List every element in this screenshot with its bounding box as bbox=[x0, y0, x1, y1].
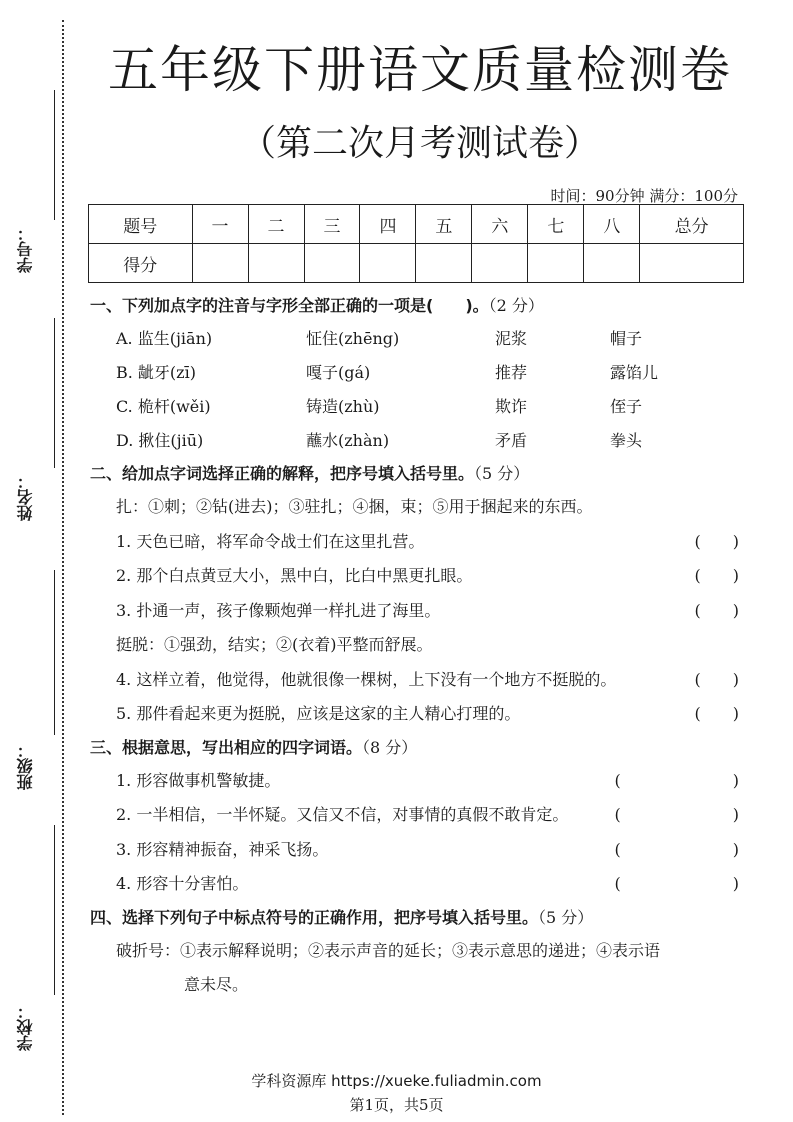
q3-item bbox=[90, 833, 745, 868]
score-input-cell[interactable] bbox=[640, 244, 744, 283]
option-word: 矛盾 bbox=[495, 431, 528, 450]
exam-subtitle: （第二次月考测试卷） bbox=[239, 123, 600, 164]
score-input-cell[interactable] bbox=[248, 244, 304, 283]
student-id-label: 学号： bbox=[16, 225, 35, 273]
score-header-cell: 二 bbox=[248, 205, 304, 244]
score-input-cell[interactable] bbox=[304, 244, 360, 283]
q4-description-line: 破折号：①表示解释说明；②表示声音的延长；③表示意思的递进；④表示语 bbox=[116, 940, 661, 960]
score-row-label: 得分 bbox=[89, 244, 193, 283]
time-and-score-info: 时间：90分钟 满分：100分 bbox=[550, 187, 738, 205]
q2-title-text: 二、给加点字词选择正确的解释，把序号填入括号里。 bbox=[90, 464, 475, 483]
q2-item bbox=[90, 594, 745, 629]
q1-option-a[interactable] bbox=[90, 322, 745, 356]
name-blank[interactable] bbox=[54, 318, 55, 468]
score-header-cell: 五 bbox=[416, 205, 472, 244]
option-word: A. 监生(jiān) bbox=[116, 329, 213, 348]
option-word: 欺诈 bbox=[495, 397, 528, 416]
option-word: B. 龇牙(zī) bbox=[116, 363, 196, 382]
score-table bbox=[88, 204, 744, 283]
answer-blank[interactable]: ( ) bbox=[694, 704, 739, 723]
q2-points: （5 分） bbox=[474, 464, 530, 483]
q2-item bbox=[90, 525, 745, 560]
q3-item-text: 2. 一半相信，一半怀疑。又信又不信，对事情的真假不敢肯定。 bbox=[116, 805, 569, 824]
side-field-name bbox=[14, 318, 54, 528]
score-input-cell[interactable] bbox=[472, 244, 528, 283]
q3-item bbox=[90, 867, 745, 902]
answer-blank[interactable]: ( ) bbox=[614, 839, 739, 859]
q3-item bbox=[90, 798, 745, 833]
option-word: 蘸水(zhàn) bbox=[306, 431, 390, 450]
q2-title bbox=[90, 458, 745, 490]
q1-option-b[interactable] bbox=[90, 356, 745, 390]
q1-option-c[interactable] bbox=[90, 390, 745, 424]
score-input-cell[interactable] bbox=[416, 244, 472, 283]
class-label: 班级： bbox=[16, 742, 35, 790]
q4-points: （5 分） bbox=[538, 907, 594, 927]
binding-dotted-line bbox=[62, 20, 64, 1115]
q2-definition-zha: 扎：①刺；②钻(进去)；③驻扎；④捆，束；⑤用于捆起来的东西。 bbox=[116, 497, 593, 516]
name-label: 姓名： bbox=[16, 473, 35, 521]
score-input-cell[interactable] bbox=[360, 244, 416, 283]
q3-item bbox=[90, 764, 745, 799]
option-word: 拳头 bbox=[610, 431, 643, 450]
score-table-header-row bbox=[89, 205, 744, 244]
answer-blank[interactable]: ( ) bbox=[694, 566, 739, 585]
q2-definition-tingtuo: 挺脱：①强劲，结实；②(衣着)平整而舒展。 bbox=[116, 635, 433, 654]
q4-title bbox=[90, 902, 745, 934]
q3-item-text: 3. 形容精神振奋，神采飞扬。 bbox=[116, 839, 329, 859]
q3-title-text: 三、根据意思，写出相应的四字词语。 bbox=[90, 737, 363, 757]
student-id-blank[interactable] bbox=[54, 90, 55, 220]
q4-description bbox=[90, 934, 745, 1002]
q2-item bbox=[90, 559, 745, 594]
side-field-student-id bbox=[14, 90, 54, 280]
score-header-cell: 四 bbox=[360, 205, 416, 244]
q2-item-text: 4. 这样立着，他觉得，他就很像一棵树，上下没有一个地方不挺脱的。 bbox=[116, 669, 617, 689]
score-input-cell[interactable] bbox=[192, 244, 248, 283]
score-header-cell: 七 bbox=[528, 205, 584, 244]
q3-points: （8 分） bbox=[362, 737, 418, 757]
q2-item-text: 3. 扑通一声，孩子像颗炮弹一样扎进了海里。 bbox=[116, 600, 441, 620]
exam-title: 五年级下册语文质量检测卷 bbox=[108, 41, 732, 99]
score-header-cell: 八 bbox=[584, 205, 640, 244]
score-header-cell: 总分 bbox=[640, 205, 744, 244]
q2-item-text: 1. 天色已暗，将军命令战士们在这里扎营。 bbox=[116, 531, 425, 551]
option-word: 露馅儿 bbox=[610, 363, 659, 382]
side-field-class bbox=[14, 570, 54, 790]
answer-blank[interactable]: ( ) bbox=[694, 600, 739, 620]
school-label: 学校： bbox=[16, 1003, 35, 1051]
exam-content bbox=[90, 290, 745, 1002]
q1-title-text: 一、下列加点字的注音与字形全部正确的一项是( )。 bbox=[90, 296, 489, 315]
option-word: D. 揪住(jiū) bbox=[116, 431, 204, 450]
q4-description-line: 意未尽。 bbox=[184, 974, 249, 994]
q2-item-text: 2. 那个白点黄豆大小，黑中白，比白中黑更扎眼。 bbox=[116, 566, 473, 585]
score-header-cell: 题号 bbox=[89, 205, 193, 244]
footer-source: 学科资源库 https://xueke.fuliadmin.com bbox=[251, 1072, 542, 1090]
q2-item bbox=[90, 663, 745, 698]
option-word: 嘎子(gá) bbox=[306, 363, 371, 382]
option-word: 泥浆 bbox=[495, 329, 528, 348]
side-field-school bbox=[14, 825, 54, 1055]
option-word: 怔住(zhēng) bbox=[306, 329, 400, 348]
score-input-cell[interactable] bbox=[528, 244, 584, 283]
q4-title-text: 四、选择下列句子中标点符号的正确作用，把序号填入括号里。 bbox=[90, 907, 539, 927]
score-table-score-row bbox=[89, 244, 744, 283]
q3-item-text: 1. 形容做事机警敏捷。 bbox=[116, 770, 281, 790]
q1-points: （2 分） bbox=[488, 296, 544, 315]
q3-title bbox=[90, 732, 745, 764]
option-word: 推荐 bbox=[495, 363, 528, 382]
answer-blank[interactable]: ( ) bbox=[694, 531, 739, 551]
school-blank[interactable] bbox=[54, 825, 55, 995]
q2-item bbox=[90, 697, 745, 732]
footer-page-number: 第1页，共5页 bbox=[349, 1096, 444, 1114]
option-word: 铸造(zhù) bbox=[306, 397, 380, 416]
option-word: 侄子 bbox=[610, 397, 643, 416]
score-header-cell: 六 bbox=[472, 205, 528, 244]
answer-blank[interactable]: ( ) bbox=[614, 770, 739, 790]
q1-title bbox=[90, 290, 745, 322]
score-input-cell[interactable] bbox=[584, 244, 640, 283]
option-word: C. 桅杆(wěi) bbox=[116, 397, 211, 416]
score-header-cell: 一 bbox=[192, 205, 248, 244]
class-blank[interactable] bbox=[54, 570, 55, 735]
score-header-cell: 三 bbox=[304, 205, 360, 244]
answer-blank[interactable]: ( ) bbox=[694, 669, 739, 689]
q1-option-d[interactable] bbox=[90, 424, 745, 458]
q3-item-text: 4. 形容十分害怕。 bbox=[116, 874, 249, 893]
answer-blank[interactable]: ( ) bbox=[614, 805, 739, 824]
option-word: 帽子 bbox=[610, 329, 643, 348]
q2-item-text: 5. 那件看起来更为挺脱，应该是这家的主人精心打理的。 bbox=[116, 704, 521, 723]
answer-blank[interactable]: ( ) bbox=[614, 874, 739, 893]
